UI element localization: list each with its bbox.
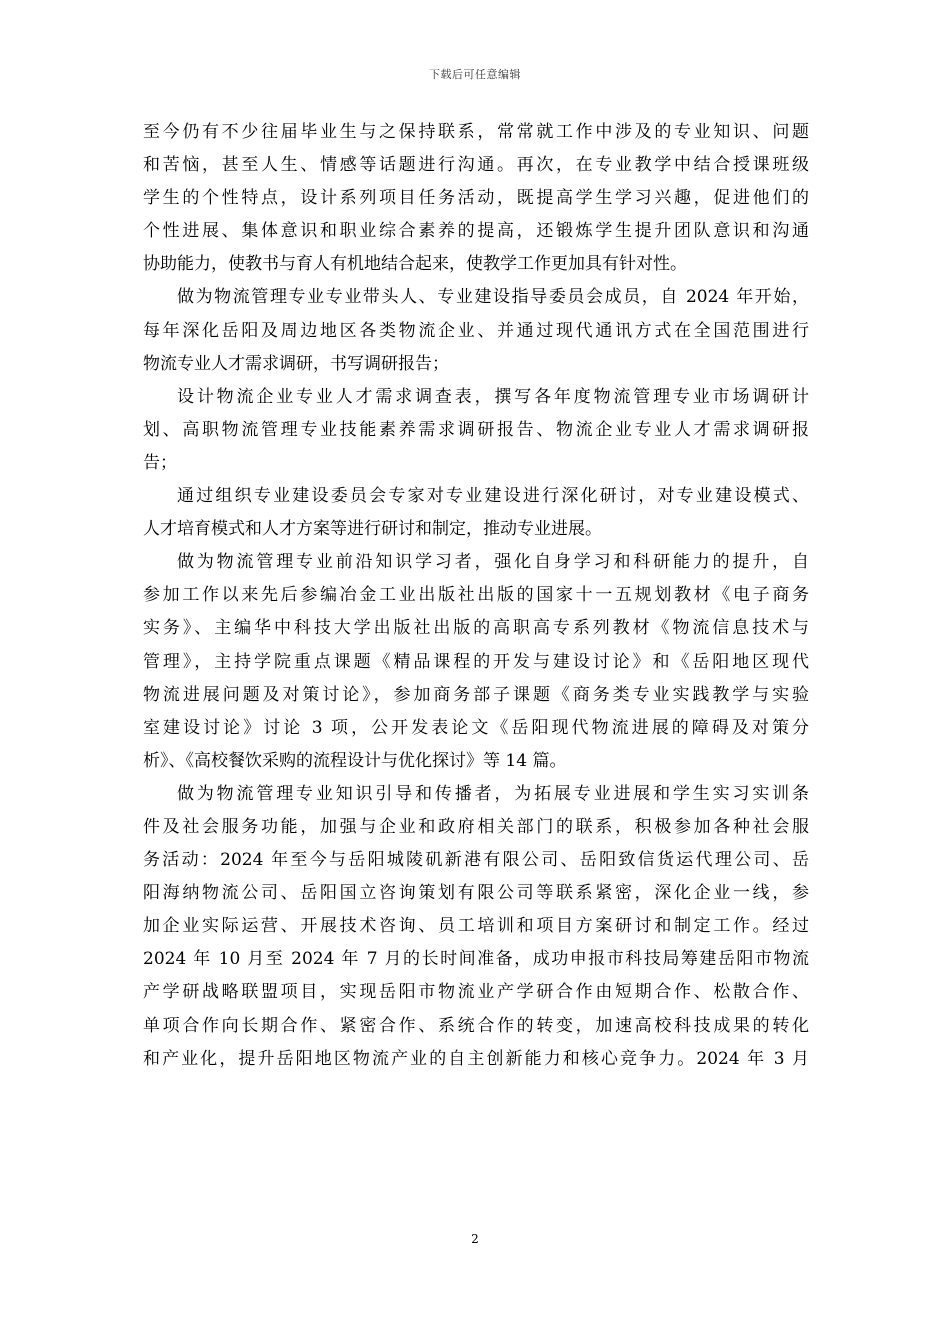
text-line: 人才培育模式和人才方案等进行研讨和制定，推动专业进展。 [143,519,602,540]
body-text [143,116,809,1076]
text-line: 至今仍有不少往届毕业生与之保持联系，常常就工作中涉及的专业知识、问题 [143,122,809,142]
text-line: 物流专业人才需求调研，书写调研报告； [143,353,449,374]
text-line: 析》、《高校餐饮采购的流程设计与优化探讨》等 14 篇。 [143,750,567,771]
text-line: 和苦恼，甚至人生、情感等话题进行沟通。再次，在专业教学中结合授课班级 [143,155,809,176]
text-line: 个性进展、集体意识和职业综合素养的提高，还锻炼学生提升团队意识和沟通 [143,221,809,242]
text-line: 协助能力，使教书与育人有机地结合起来，使教学工作更加具有针对性。 [143,254,687,275]
text-line: 室建设讨论》讨论 3 项，公开发表论文《岳阳现代物流进展的障碍及对策分 [143,717,809,738]
text-line: 加企业实际运营、开展技术咨询、员工培训和项目方案研讨和制定工作。经过 [143,916,809,937]
text-line: 做为物流管理专业知识引导和传播者，为拓展专业进展和学生实习实训条 [177,783,809,804]
text-line: 设计物流企业专业人才需求调查表，撰写各年度物流管理专业市场调研计 [177,386,809,407]
text-line: 2024 年 10 月至 2024 年 7 月的长时间准备，成功申报市科技局筹建岳阳市物流 [143,949,809,970]
text-line: 告； [143,452,177,473]
text-line: 管理》，主持学院重点课题《精品课程的开发与建设讨论》和《岳阳地区现代 [143,651,809,672]
text-line: 和产业化，提升岳阳地区物流产业的自主创新能力和核心竞争力。2024 年 3 月 [143,1048,809,1069]
text-line: 物流进展问题及对策讨论》，参加商务部子课题《商务类专业实践教学与实验 [143,684,809,705]
text-line: 做为物流管理专业前沿知识学习者，强化自身学习和科研能力的提升，自 [177,552,809,573]
text-line: 实务》、主编华中科技大学出版社出版的高职高专系列教材《物流信息技术与 [143,618,809,639]
page-number: 2 [471,1232,479,1246]
text-line: 单项合作向长期合作、紧密合作、系统合作的转变，加速高校科技成果的转化 [143,1015,809,1036]
text-line: 参加工作以来先后参编冶金工业出版社出版的国家十一五规划教材《电子商务 [143,585,809,606]
text-line: 划、高职物流管理专业技能素养需求调研报告、物流企业专业人才需求调研报 [143,419,809,440]
text-line: 产学研战略联盟项目，实现岳阳市物流业产学研合作由短期合作、松散合作、 [143,982,809,1003]
text-line: 阳海纳物流公司、岳阳国立咨询策划有限公司等联系紧密，深化企业一线，参 [143,883,809,904]
page-header: 下载后可任意编辑 [429,68,521,81]
text-line: 学生的个性特点，设计系列项目任务活动，既提高学生学习兴趣，促进他们的 [143,188,809,209]
text-line: 每年深化岳阳及周边地区各类物流企业、并通过现代通讯方式在全国范围进行 [143,320,809,341]
text-line: 件及社会服务功能，加强与企业和政府相关部门的联系，积极参加各种社会服 [143,816,809,837]
text-line: 务活动：2024 年至今与岳阳城陵矶新港有限公司、岳阳致信货运代理公司、岳 [143,850,809,871]
text-line: 通过组织专业建设委员会专家对专业建设进行深化研讨，对专业建设模式、 [177,486,809,507]
text-line: 做为物流管理专业专业带头人、专业建设指导委员会成员，自 2024 年开始， [177,287,809,308]
